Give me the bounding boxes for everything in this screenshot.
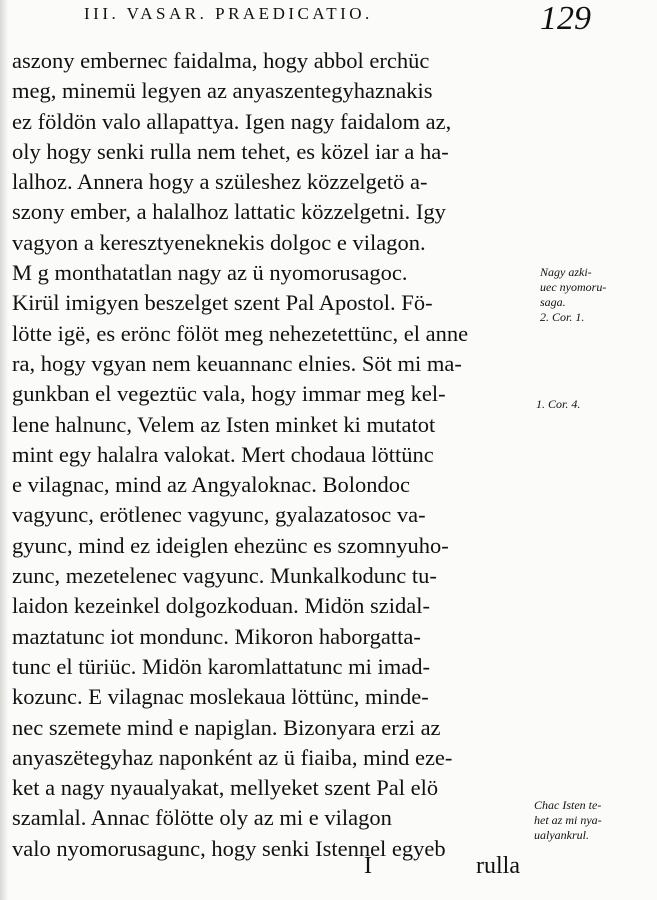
margin-note-nagy-azkiuec [540,265,645,325]
text-line: Kirül imigyen beszelget szent Pal Apostol. Fö- [12,290,433,316]
text-line: vagyunc, erötlenec vagyunc, gyalazatosoc va- [12,502,426,528]
text-line: nec szemete mind e napiglan. Bizonyara erzi az [12,714,441,740]
signature-mark: I [364,853,372,879]
margin-note-line: uec nyomoru- [540,280,607,294]
text-line: maztatunc iot mondunc. Mikoron haborgatta- [12,623,421,649]
margin-note-line: Nagy azki- [540,265,592,279]
text-line: oly hogy senki rulla nem tehet, es közel iar a ha- [12,138,449,164]
running-title: III. VASAR. PRAEDICATIO. [84,4,373,23]
margin-note-1-cor-4 [536,397,641,412]
text-line: e vilagnac, mind az Angyaloknac. Bolondoc [12,472,411,498]
margin-note-chac-isten [534,798,639,843]
text-line: szamlal. Annac fölötte oly az mi e vilagon [12,805,392,831]
text-line: gyunc, mind ez ideiglen ehezünc es szomnyuho- [12,532,449,558]
catchword: rulla [476,853,520,879]
text-line: szony ember, a halalhoz lattatic közzelgetni. Igy [12,199,446,225]
text-line: gunkban el vegeztüc vala, hogy immar meg kel- [12,381,446,407]
margin-note-line: ualyankrul. [534,828,589,842]
text-line: lötte igë, es erönc fölöt meg nehezetettünc, el anne [12,320,469,346]
margin-note-line: 1. Cor. 4. [536,397,581,411]
text-line: lene halnunc, Velem az Isten minket ki mutatot [12,411,436,437]
margin-note-line: 2. Cor. 1. [540,310,585,324]
text-line: lalhoz. Annera hogy a szüleshez közzelgetö a- [12,169,428,195]
margin-note-line: het az mi nya- [534,813,602,827]
main-text-block [12,46,532,864]
text-line: tunc el türiüc. Midön karomlattatunc mi imad- [12,653,431,679]
text-line: vagyon a keresztyeneknekis dolgoc e vilagon. [12,229,426,255]
page-gutter-shadow [0,0,8,900]
margin-note-line: saga. [540,295,566,309]
text-line: aszony embernec faidalma, hogy abbol erchüc [12,48,430,73]
text-line: ez földön valo allapattya. Igen nagy faidalom az, [12,108,452,134]
text-line: meg, minemü legyen az anyaszentegyhaznakis [12,78,433,104]
text-line: ket a nagy nyaualyakat, mellyeket szent Pal elö [12,775,439,801]
text-line: anyaszëtegyhaz naponként az ü fiaiba, mind eze- [12,744,453,770]
text-line: M g monthatatlan nagy az ü nyomorusagoc. [12,260,408,286]
text-line: kozunc. E vilagnac moslekaua löttünc, minde- [12,684,429,710]
text-line: laidon kezeinkel dolgozkoduan. Midön szidal- [12,593,431,619]
text-line: valo nyomorusagunc, hogy senki Istennel egyeb [12,835,446,861]
text-line: ra, hogy vgyan nem keuannanc elnies. Söt mi ma- [12,350,462,376]
text-line: zunc, mezetelenec vagyunc. Munkalkodunc tu- [12,563,437,589]
text-line: mint egy halalra valokat. Mert chodaua löttünc [12,441,434,467]
page-number: 129 [540,0,591,37]
margin-note-line: Chac Isten te- [534,798,602,812]
